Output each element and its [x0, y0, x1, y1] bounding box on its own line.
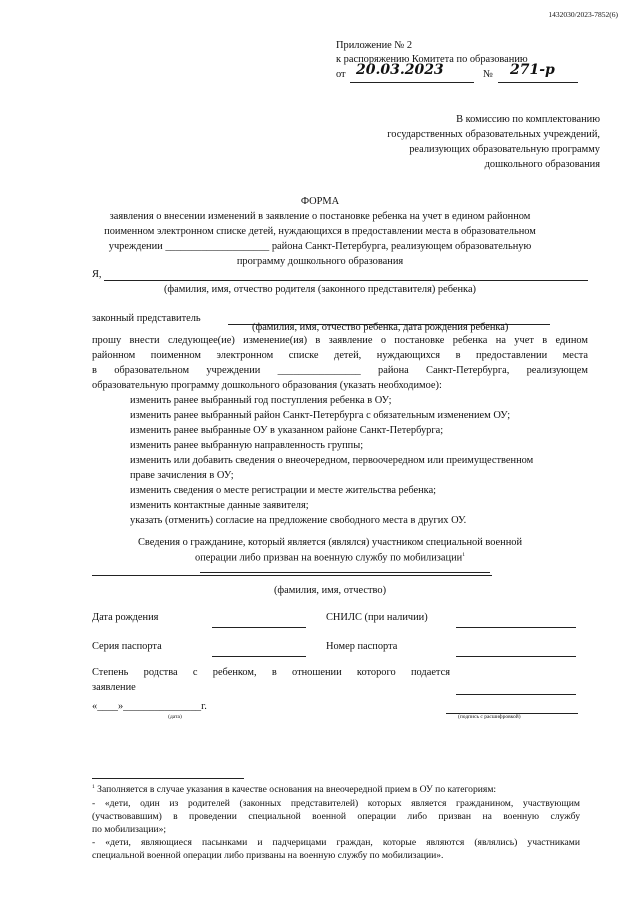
order-number-label: № [483, 69, 493, 80]
footnote-line: - «дети, являющиеся пасынками и падчерицами граждан, которые являются (являлись) участниками [92, 837, 580, 848]
footnote-line: по мобилизации»; [92, 824, 167, 835]
request-line: прошу внести следующее(ие) изменение(ия) в заявление о постановке ребенка на учет в едином [92, 335, 588, 346]
order-date-line [350, 82, 474, 83]
order-date-label: от [336, 69, 346, 80]
applicant-prefix: Я, [92, 269, 102, 280]
addressee-line: реализующих образовательную программу [409, 144, 600, 155]
footnote-mark: 1 [92, 784, 95, 790]
citizen-heading-line2 [60, 552, 600, 563]
addressee-line: государственных образовательных учреждений, [387, 129, 600, 140]
snils-label: СНИЛС (при наличии) [326, 612, 428, 623]
option-item[interactable]: изменить ранее выбранный год поступления ребенка в ОУ; [130, 395, 392, 406]
subtitle-line: заявления о внесении изменений в заявление о постановке ребенка на учет в едином районном [109, 211, 531, 222]
birth-date-label: Дата рождения [92, 612, 159, 623]
kinship-label-line1: Степень родства с ребенком, в отношении которого подается [92, 667, 450, 678]
order-date-handwritten: 20.03.2023 [356, 62, 444, 78]
applicant-name-line[interactable] [104, 280, 588, 281]
option-item[interactable]: изменить ранее выбранные ОУ в указанном районе Санкт-Петербурга; [130, 425, 444, 436]
kinship-label-line2: заявление [92, 682, 136, 693]
footnote-separator [92, 778, 244, 779]
citizen-heading-line1: Сведения о гражданине, который является (являлся) участником специальной военной [137, 537, 523, 548]
citizen-heading-text: операции либо призван на военную службу по мобилизации [195, 552, 463, 564]
citizen-fio-caption: (фамилия, имя, отчество) [273, 585, 387, 596]
footnote-reference: 1 [462, 552, 465, 558]
option-item-continuation: праве зачисления в ОУ; [130, 470, 234, 481]
order-number-line [498, 82, 578, 83]
footnote-line: (участвовавшим) в проведении специальной военной операции либо призван на военную службу [92, 811, 580, 822]
kinship-input[interactable] [456, 694, 576, 695]
subtitle-line: учреждении ____________________ района Санкт-Петербурга, реализующем образовательную [108, 241, 532, 252]
footnote-text: Заполняется в случае указания в качестве основания на внеочередной прием в ОУ по категориям: [97, 784, 497, 796]
option-item[interactable]: изменить контактные данные заявителя; [130, 500, 309, 511]
birth-date-input[interactable] [212, 627, 306, 628]
addressee-line: В комиссию по комплектованию [456, 114, 600, 125]
request-line: в образовательном учреждении ________________ района Санкт-Петербурга, реализующем [92, 365, 588, 376]
option-item[interactable]: указать (отменить) согласие на предложение свободного места в других ОУ. [130, 515, 467, 526]
subtitle-line: программу дошкольного образования [236, 256, 404, 267]
order-number-handwritten: 271-р [510, 62, 555, 78]
passport-series-input[interactable] [212, 656, 306, 657]
passport-number-input[interactable] [456, 656, 576, 657]
option-item[interactable]: изменить ранее выбранную направленность группы; [130, 440, 364, 451]
representative-caption: (фамилия, имя, отчество ребенка, дата рождения ребенка) [252, 322, 509, 333]
signature-date-caption: (дата) [168, 714, 182, 720]
form-title: ФОРМА [300, 196, 340, 207]
passport-series-label: Серия паспорта [92, 641, 162, 652]
footnote-line: специальной военной операции либо призваны на военную службу по мобилизации». [92, 850, 444, 861]
option-item[interactable]: изменить сведения о месте регистрации и месте жительства ребенка; [130, 485, 437, 496]
document-number: 1432030/2023-7852(6) [548, 10, 618, 19]
addressee-line: дошкольного образования [484, 159, 600, 170]
order-reference: к распоряжению Комитета по образованию [336, 54, 528, 65]
representative-label: законный представитель [92, 313, 201, 324]
option-item[interactable]: изменить ранее выбранный район Санкт-Петербурга с обязательным изменением ОУ; [130, 410, 511, 421]
applicant-caption: (фамилия, имя, отчество родителя (законного представителя) ребенка) [163, 284, 477, 295]
signature-date-field[interactable]: «____»_______________г. [92, 701, 207, 712]
appendix-label: Приложение № 2 [336, 40, 413, 51]
option-item[interactable]: изменить или добавить сведения о внеочередном, первоочередном или преимущественном [130, 455, 534, 466]
footnote-line: - «дети, один из родителей (законных представителей) которых является гражданином, участвующим [92, 798, 580, 809]
footnote-line-1 [92, 784, 496, 795]
request-line: районном поименном электронном списке детей, нуждающихся в предоставлении места [92, 350, 588, 361]
passport-number-label: Номер паспорта [326, 641, 398, 652]
request-line: образовательную программу дошкольного образования (указать необходимое): [92, 380, 442, 391]
snils-input[interactable] [456, 627, 576, 628]
citizen-fio-line-top [200, 572, 490, 573]
signature-caption: (подпись с расшифровкой) [458, 714, 521, 720]
citizen-fio-line[interactable] [92, 575, 492, 576]
subtitle-line: поименном электронном списке детей, нуждающихся в предоставлении места в образовательном [104, 226, 536, 237]
